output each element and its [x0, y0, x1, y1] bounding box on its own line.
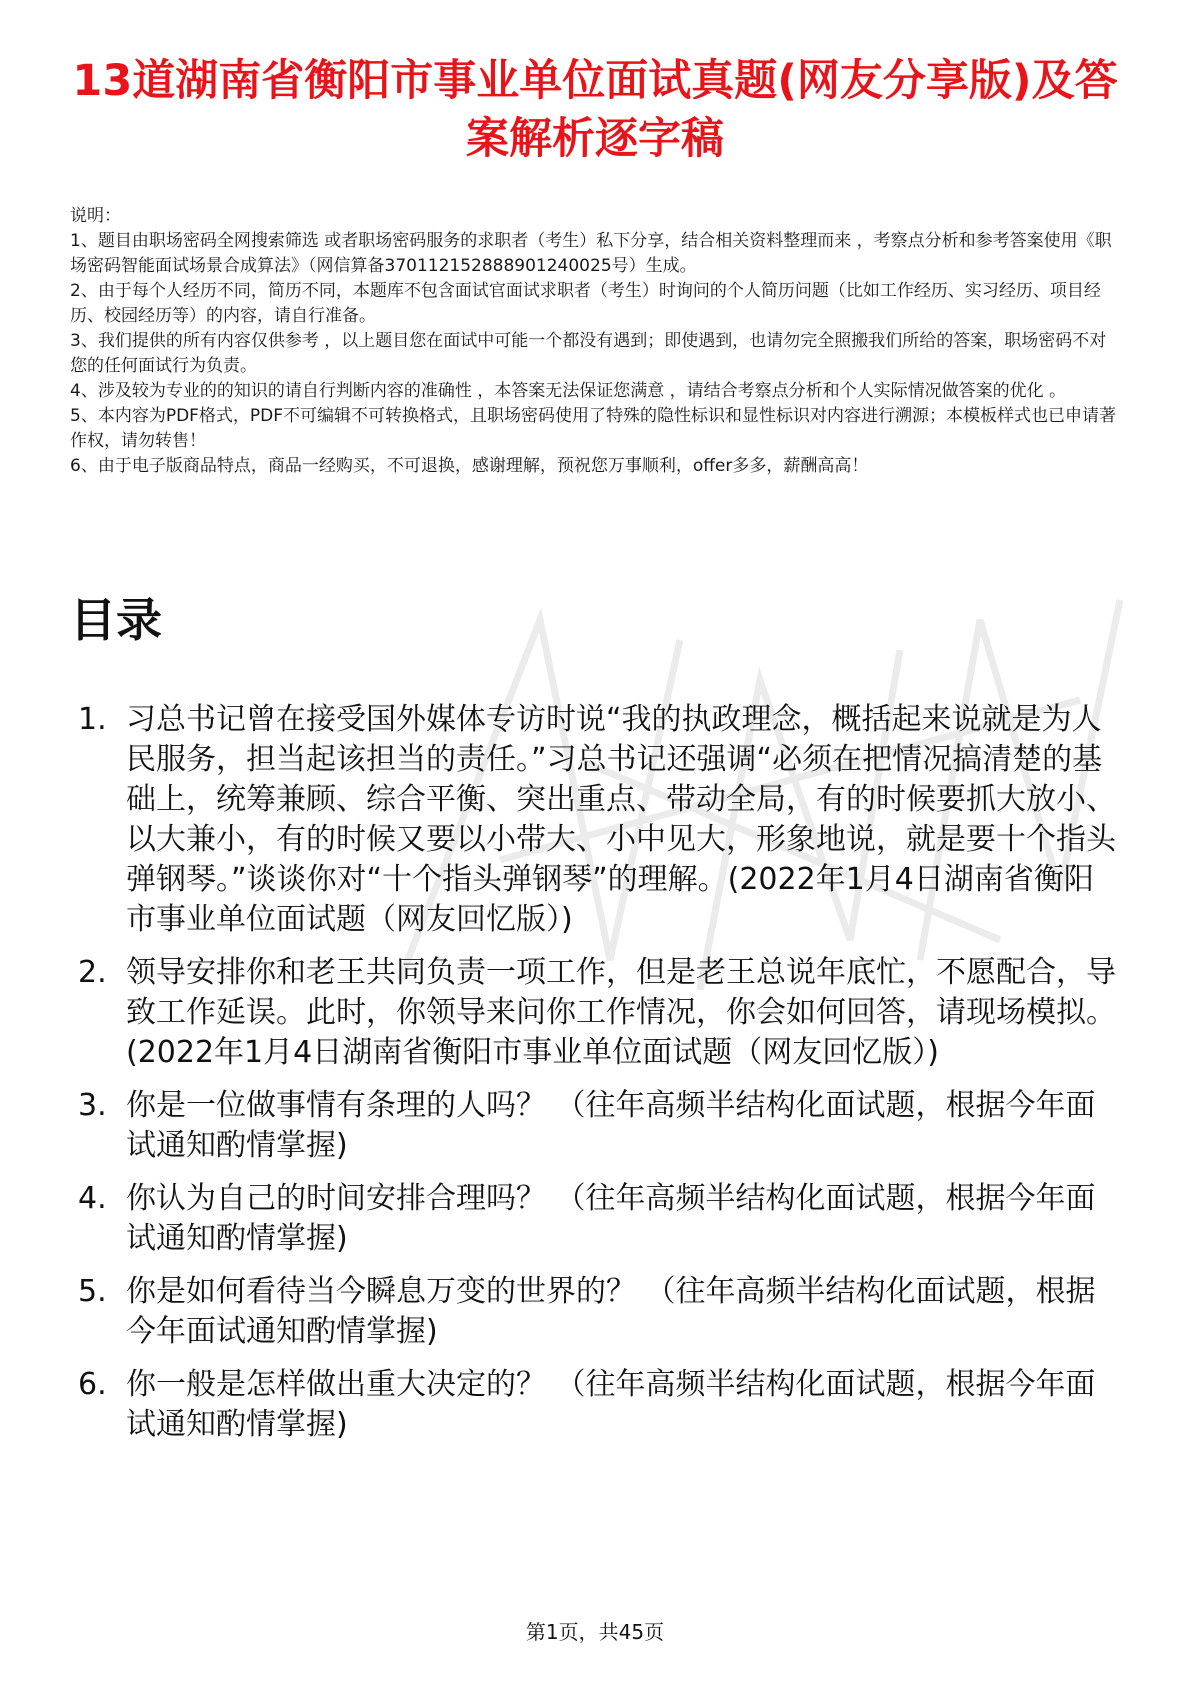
- toc-item-number: 1.: [78, 702, 107, 737]
- toc-item[interactable]: [70, 1272, 1122, 1352]
- toc-item-number: 2.: [78, 955, 107, 990]
- toc-item-number: 5.: [78, 1274, 107, 1309]
- toc-item-text: 你认为自己的时间安排合理吗？ （往年高频半结构化面试题，根据今年面试通知酌情掌握): [126, 1181, 1096, 1256]
- toc-item-number: 6.: [78, 1367, 107, 1402]
- notes-line: 6、由于电子版商品特点，商品一经购买，不可退换，感谢理解，预祝您万事顺利，offer多多，薪酬高高！: [70, 456, 869, 476]
- document-title: 13道湖南省衡阳市事业单位面试真题(网友分享版)及答案解析逐字稿: [72, 56, 1118, 164]
- notes-line: 4、涉及较为专业的的知识的请自行判断内容的准确性 ，本答案无法保证您满意 ，请结合考察点分析和个人实际情况做答案的优化 。: [70, 381, 1067, 401]
- toc-item[interactable]: [70, 1086, 1122, 1166]
- notes-section: [70, 204, 1122, 479]
- toc-item-text: 领导安排你和老王共同负责一项工作，但是老王总说年底忙，不愿配合，导致工作延误。此时，你领导来问你工作情况，你会如何回答，请现场模拟。(2022年1月4日湖南省衡阳市事业单位面试题（网友回忆版）): [126, 955, 1116, 1070]
- toc-item[interactable]: [70, 1365, 1122, 1445]
- page-footer: 第1页，共45页: [525, 1620, 665, 1644]
- notes-line: 2、由于每个人经历不同，简历不同，本题库不包含面试官面试求职者（考生）时询问的个人简历问题（比如工作经历、实习经历、项目经历、校园经历等）的内容，请自行准备。: [70, 281, 1101, 326]
- notes-line: 3、我们提供的所有内容仅供参考 ，以上题目您在面试中可能一个都没有遇到；即使遇到，也请勿完全照搬我们所给的答案，职场密码不对您的任何面试行为负责。: [70, 331, 1107, 376]
- notes-line: 1、题目由职场密码全网搜索筛选 或者职场密码服务的求职者（考生）私下分享，结合相关资料整理而来 ，考察点分析和参考答案使用《职场密码智能面试场景合成算法》（网信算备370112152888901240025号）生成。: [70, 231, 1112, 276]
- toc-item-number: 4.: [78, 1181, 107, 1216]
- toc-item-number: 3.: [78, 1088, 107, 1123]
- toc-item-text: 习总书记曾在接受国外媒体专访时说“我的执政理念，概括起来说就是为人民服务，担当起该担当的责任。”习总书记还强调“必须在把情况搞清楚的基础上，统筹兼顾、综合平衡、突出重点、带动全局，有的时候要抓大放小、以大兼小，有的时候又要以小带大、小中见大，形象地说，就是要十个指头弹钢琴。”谈谈你对“十个指头弹钢琴”的理解。(2022年1月4日湖南省衡阳市事业单位面试题（网友回忆版）): [126, 702, 1116, 937]
- toc-item-text: 你是如何看待当今瞬息万变的世界的？ （往年高频半结构化面试题，根据今年面试通知酌情掌握): [126, 1274, 1096, 1349]
- notes-line: 说明：: [70, 206, 121, 226]
- toc-item[interactable]: [70, 700, 1122, 940]
- notes-line: 5、本内容为PDF格式，PDF不可编辑不可转换格式，且职场密码使用了特殊的隐性标识和显性标识对内容进行溯源；本模板样式也已申请著作权，请勿转售！: [70, 406, 1117, 451]
- toc-item[interactable]: [70, 1179, 1122, 1259]
- toc-list: [70, 700, 1122, 1458]
- toc-item[interactable]: [70, 953, 1122, 1073]
- toc-item-text: 你一般是怎样做出重大决定的？ （往年高频半结构化面试题，根据今年面试通知酌情掌握): [126, 1367, 1096, 1442]
- toc-heading: 目录: [70, 593, 162, 647]
- toc-item-text: 你是一位做事情有条理的人吗？ （往年高频半结构化面试题，根据今年面试通知酌情掌握): [126, 1088, 1096, 1163]
